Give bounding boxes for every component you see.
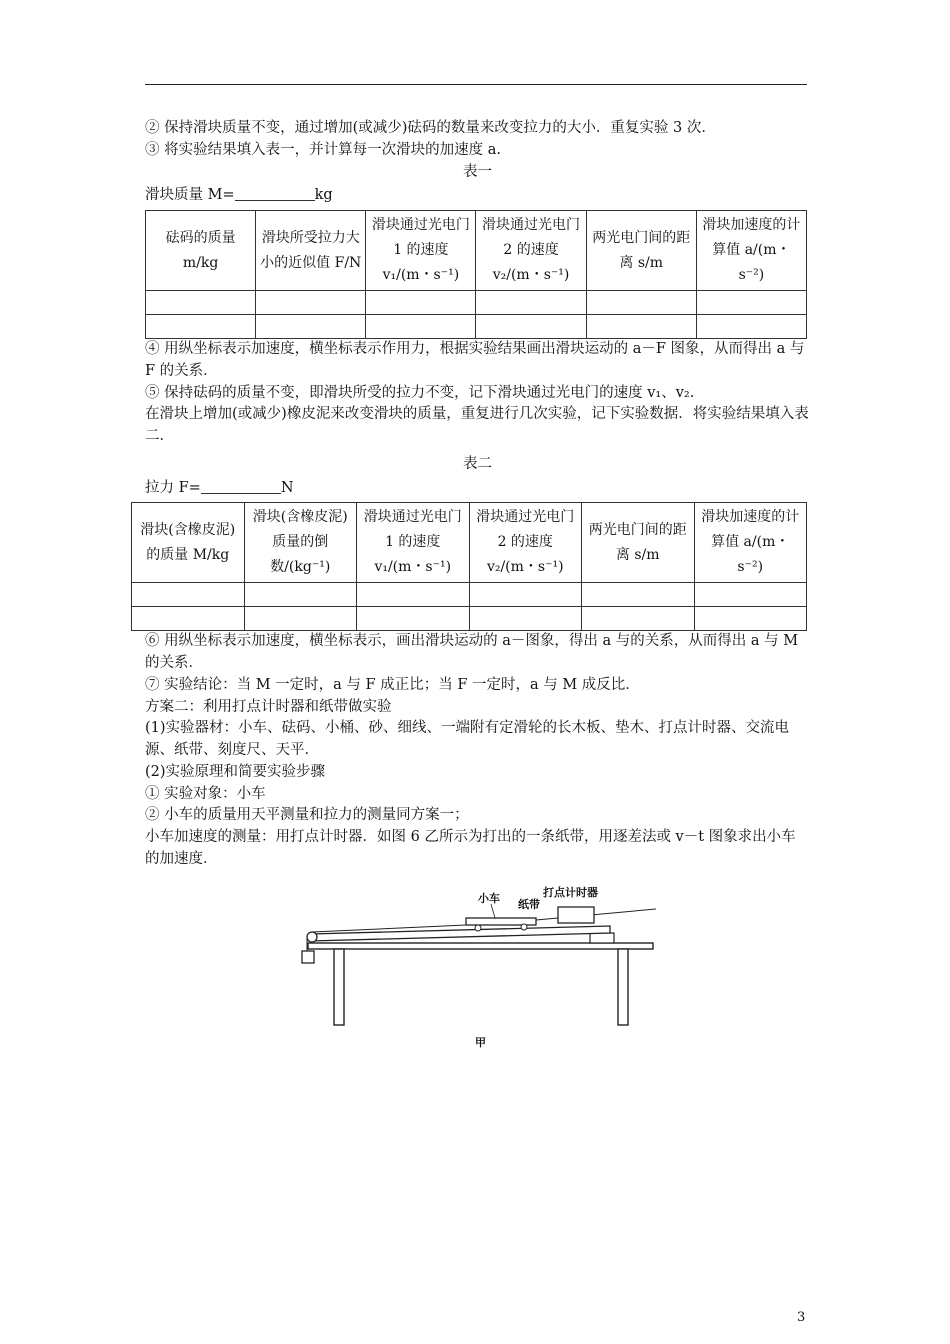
page-content — [140, 118, 810, 1057]
table1-caption: 表一 — [463, 163, 492, 180]
subject-text: ① 实验对象：小车 — [145, 785, 266, 802]
table-cell[interactable] — [696, 291, 806, 315]
table-row — [146, 315, 807, 339]
table-cell[interactable] — [586, 291, 696, 315]
table2-header-cell: 滑块通过光电门 2 的速度 v₂/(m・s⁻¹) — [469, 503, 582, 583]
table-cell[interactable] — [366, 315, 476, 339]
table-cell[interactable] — [476, 315, 586, 339]
table2-header-cell: 滑块加速度的计算值 a/(m・s⁻²) — [694, 503, 807, 583]
table2-caption: 表二 — [463, 455, 492, 472]
table-cell[interactable] — [256, 291, 366, 315]
header-rule — [145, 84, 807, 85]
table2-header-cell: 滑块通过光电门 1 的速度 v₁/(m・s⁻¹) — [357, 503, 470, 583]
step-4-text: ④ 用纵坐标表示加速度，横坐标表示作用力，根据实验结果画出滑块运动的 a－F 图象，从而得出 a 与 F 的关系． — [145, 341, 805, 379]
apparatus-drawing — [300, 887, 660, 1057]
timer-label: 打点计时器 — [543, 885, 598, 899]
table1-header-cell: 滑块加速度的计算值 a/(m・s⁻²) — [696, 211, 806, 291]
table1-mass-unit: kg — [314, 187, 333, 204]
figure-caption: 甲 — [475, 1035, 486, 1049]
table-cell[interactable] — [132, 583, 245, 607]
step-6-text: ⑥ 用纵坐标表示加速度，横坐标表示，画出滑块运动的 a－图象，得出 a 与的关系，从而得出 a 与 M 的关系． — [145, 633, 799, 671]
table1-header-row — [146, 211, 807, 291]
plan-2-title: 方案二：利用打点计时器和纸带做实验 — [145, 698, 392, 715]
acceleration-measure-text: 小车加速度的测量：用打点计时器．如图 6 乙所示为打出的一条纸带，用逐差法或 v－t 图象求出小车的加速度． — [145, 829, 796, 867]
table-cell[interactable] — [146, 315, 256, 339]
step-2-text: ② 保持滑块质量不变，通过增加(或减少)砝码的数量来改变拉力的大小．重复实验 3 次． — [145, 120, 716, 136]
table2-force-unit: N — [280, 479, 294, 496]
table-cell[interactable] — [132, 607, 245, 631]
table-row — [132, 607, 807, 631]
table-cell[interactable] — [586, 315, 696, 339]
table2-force-line — [145, 478, 810, 500]
table-cell[interactable] — [469, 583, 582, 607]
table2-force-blank[interactable] — [201, 479, 281, 494]
table-cell[interactable] — [582, 583, 695, 607]
step-3-text: ③ 将实验结果填入表一，并计算每一次滑块的加速度 a. — [145, 141, 501, 158]
table1-mass-line — [145, 185, 810, 207]
table-cell[interactable] — [694, 583, 807, 607]
table2 — [131, 502, 807, 631]
table-cell[interactable] — [256, 315, 366, 339]
step-5-text: ⑤ 保持砝码的质量不变，即滑块所受的拉力不变，记下滑块通过光电门的速度 v₁、v₂. — [145, 384, 695, 401]
table-cell[interactable] — [582, 607, 695, 631]
table2-header-cell: 两光电门间的距离 s/m — [582, 503, 695, 583]
table2-header-cell: 滑块(含橡皮泥)的质量 M/kg — [132, 503, 245, 583]
table-row — [146, 291, 807, 315]
table1-header-cell: 砝码的质量 m/kg — [146, 211, 256, 291]
table1-header-cell: 两光电门间的距离 s/m — [586, 211, 696, 291]
step-5-detail-text: 在滑块上增加(或减少)橡皮泥来改变滑块的质量，重复进行几次实验，记下实验数据．将实验结果填入表二． — [145, 406, 809, 444]
table1-header-cell: 滑块所受拉力大小的近似值 F/N — [256, 211, 366, 291]
table2-force-label: 拉力 F= — [145, 479, 201, 496]
principle-title: (2)实验原理和简要实验步骤 — [145, 763, 326, 780]
table-cell[interactable] — [244, 607, 357, 631]
table-cell[interactable] — [696, 315, 806, 339]
table-cell[interactable] — [469, 607, 582, 631]
table-cell[interactable] — [146, 291, 256, 315]
table-cell[interactable] — [366, 291, 476, 315]
apparatus-figure — [300, 887, 660, 1057]
step-7-text: ⑦ 实验结论：当 M 一定时，a 与 F 成正比；当 F 一定时，a 与 M 成反比． — [145, 676, 640, 693]
table2-header-row — [132, 503, 807, 583]
table-cell[interactable] — [357, 583, 470, 607]
table2-header-cell: 滑块(含橡皮泥)质量的倒数/(kg⁻¹) — [244, 503, 357, 583]
table-cell[interactable] — [476, 291, 586, 315]
table1-mass-blank[interactable] — [235, 186, 315, 201]
table-row — [132, 583, 807, 607]
table-cell[interactable] — [244, 583, 357, 607]
table-cell[interactable] — [694, 607, 807, 631]
table1-header-cell: 滑块通过光电门 1 的速度 v₁/(m・s⁻¹) — [366, 211, 476, 291]
table1-header-cell: 滑块通过光电门 2 的速度 v₂/(m・s⁻¹) — [476, 211, 586, 291]
cart-label: 小车 — [478, 891, 500, 905]
page-number: 3 — [797, 1310, 806, 1325]
mass-measure-text: ② 小车的质量用天平测量和拉力的测量同方案一； — [145, 807, 469, 824]
table1-mass-label: 滑块质量 M= — [145, 187, 235, 204]
equipment-text: (1)实验器材：小车、砝码、小桶、砂、细线、一端附有定滑轮的长木板、垫木、打点计时器、交流电源、纸带、刻度尺、天平． — [145, 720, 790, 758]
table1 — [145, 210, 807, 339]
tape-label: 纸带 — [518, 897, 540, 911]
table-cell[interactable] — [357, 607, 470, 631]
